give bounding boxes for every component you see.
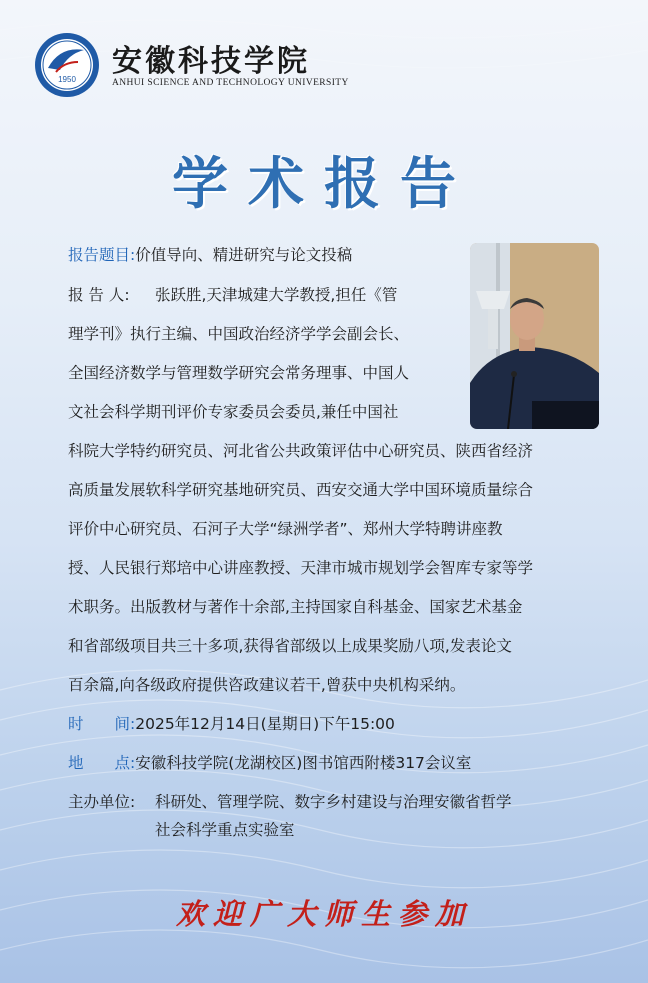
topic-value: 价值导向、精进研究与论文投稿 xyxy=(135,246,353,264)
reporter-line: 科院大学特约研究员、河北省公共政策评估中心研究员、陕西省经济 xyxy=(68,442,534,460)
topic-row xyxy=(68,245,352,265)
organizer-label: 主办单位: xyxy=(68,793,136,811)
location-row xyxy=(68,753,471,773)
welcome-slogan: 欢迎广大师生参加 xyxy=(175,897,472,931)
organizer-line: 社会科学重点实验室 xyxy=(155,821,295,839)
reporter-line: 张跃胜,天津城建大学教授,担任《管 xyxy=(155,286,398,304)
location-value: 安徽科技学院(龙湖校区)图书馆西附楼317会议室 xyxy=(135,754,472,772)
topic-label: 报告题目: xyxy=(68,246,136,264)
reporter-line: 评价中心研究员、石河子大学“绿洲学者”、郑州大学特聘讲座教 xyxy=(68,520,503,538)
university-name-en: ANHUI SCIENCE AND TECHNOLOGY UNIVERSITY xyxy=(112,78,349,88)
reporter-line: 百余篇,向各级政府提供咨政建议若干,曾获中央机构采纳。 xyxy=(68,676,466,694)
speaker-photo xyxy=(470,243,599,429)
time-value: 2025年12月14日(星期日)下午15:00 xyxy=(135,715,395,733)
location-label: 地 点: xyxy=(68,754,136,772)
reporter-line: 高质量发展软科学研究基地研究员、西安交通大学中国环境质量综合 xyxy=(68,481,534,499)
organizer-line: 科研处、管理学院、数字乡村建设与治理安徽省哲学 xyxy=(155,793,512,811)
reporter-line: 授、人民银行郑培中心讲座教授、天津市城市规划学会智库专家等学 xyxy=(68,559,534,577)
reporter-line: 和省部级项目共三十多项,获得省部级以上成果奖励八项,发表论文 xyxy=(68,637,512,655)
university-seal-logo xyxy=(34,32,100,98)
time-label: 时 间: xyxy=(68,715,136,733)
reporter-label: 报 告 人: xyxy=(68,286,130,304)
time-row xyxy=(68,714,395,734)
reporter-line: 文社会科学期刊评价专家委员会委员,兼任中国社 xyxy=(68,403,399,421)
reporter-line: 全国经济数学与管理数学研究会常务理事、中国人 xyxy=(68,364,410,382)
seal-year: 1950 xyxy=(58,75,76,84)
reporter-line: 理学刊》执行主编、中国政治经济学学会副会长、 xyxy=(68,325,410,343)
reporter-line: 术职务。出版教材与著作十余部,主持国家自科基金、国家艺术基金 xyxy=(68,598,523,616)
poster-title: 学术报告 xyxy=(172,151,476,217)
university-name-cn: 安徽科技学院 xyxy=(112,44,310,79)
university-header xyxy=(34,32,434,102)
